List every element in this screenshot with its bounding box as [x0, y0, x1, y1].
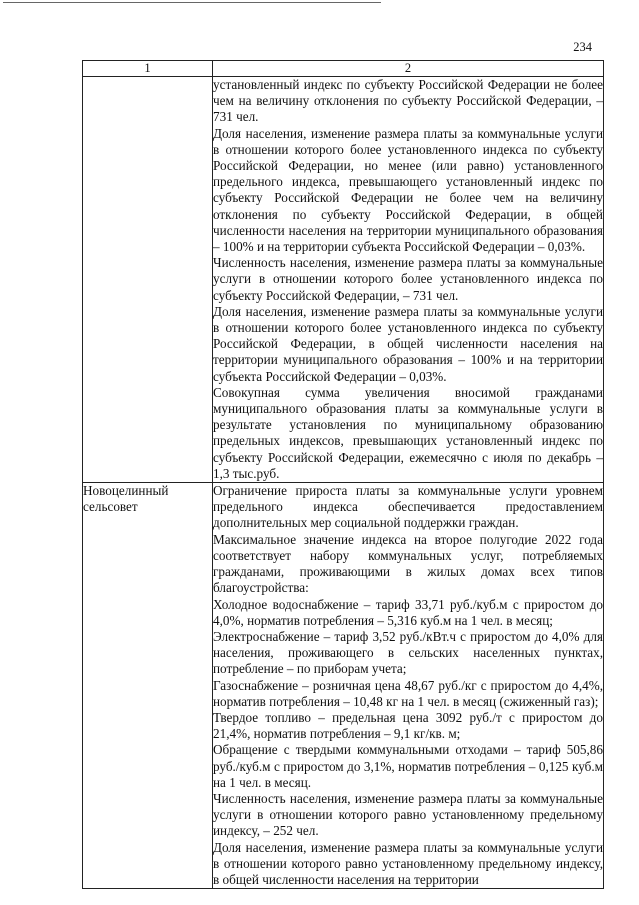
- paragraph: Газоснабжение – розничная цена 48,67 руб./кг с приростом до 4,4%, норматив потребления – 10,48 кг на 1 чел. в месяц (сжиженный газ);: [213, 677, 603, 709]
- column-header-2: 2: [213, 61, 604, 77]
- table-row: [83, 77, 604, 483]
- paragraph: Ограничение прироста платы за коммунальные услуги уровнем предельного индекса обеспечивается предоставлением дополнительных мер социальной поддержки граждан.: [213, 483, 603, 531]
- table-row: [83, 483, 604, 889]
- paragraph: Холодное водоснабжение – тариф 33,71 руб./куб.м с приростом до 4,0%, норматив потребления – 5,316 куб.м на 1 чел. в месяц;: [213, 596, 603, 628]
- document-table: [82, 60, 604, 889]
- paragraph: Электроснабжение – тариф 3,52 руб./кВт.ч с приростом до 4,0% для населения, проживающего в сельских населенных пунктах, потребление – по приборам учета;: [213, 628, 603, 677]
- content-cell: [213, 483, 604, 889]
- paragraph: Доля населения, изменение размера платы за коммунальные услуги в отношении которого равно установленному предельному индексу, в общей численности населения на территории: [213, 839, 603, 887]
- paragraph: установленный индекс по субъекту Российской Федерации не более чем на величину отклонения по субъекту Российской Федерации, – 731 чел.: [213, 77, 603, 125]
- paragraph: Численность населения, изменение размера платы за коммунальные услуги в отношении которого более установленного индекса по субъекту Российской Федерации, – 731 чел.: [213, 255, 603, 303]
- table-header-row: [83, 61, 604, 77]
- paragraph: Численность населения, изменение размера платы за коммунальные услуги в отношении которого равно установленному предельному индексу, – 252 чел.: [213, 790, 603, 839]
- paragraph: Обращение с твердыми коммунальными отходами – тариф 505,86 руб./куб.м с приростом до 3,1%, норматив потребления – 0,125 куб.м на 1 чел. в месяц.: [213, 742, 603, 790]
- municipality-cell: [83, 77, 213, 483]
- paragraph: Доля населения, изменение размера платы за коммунальные услуги в отношении которого более установленного индекса по субъекту Российской Федерации, в общей численности населения на территории муниципального образования – 100% и на территории субъекта Российской Федерации – 0,03%.: [213, 303, 603, 384]
- paragraph: Доля населения, изменение размера платы за коммунальные услуги в отношении которого более установленного индекса по субъекту Российской Федерации, но менее (или равно) установленного предельного индекса, превышающего установленный индекс по субъекту Российской Федерации не более чем на величину отклонения по субъекту Российской Федерации, в общей численности населения на территории муниципального образования – 100% и на территории субъекта Российской Федерации – 0,03%.: [213, 125, 603, 255]
- page-number: 234: [573, 40, 592, 54]
- column-header-1: 1: [83, 61, 213, 77]
- paragraph: Совокупная сумма увеличения вносимой гражданами муниципального образования платы за коммунальные услуги в результате установления по муниципальному образованию предельных индексов, превышающих установленный индекс по субъекту Российской Федерации, ежемесячно с июля по декабрь – 1,3 тыс.руб.: [213, 384, 603, 481]
- content-cell: [213, 77, 604, 483]
- municipality-cell: Новоцелинный сельсовет: [83, 483, 213, 889]
- paragraph: Твердое топливо – предельная цена 3092 руб./т с приростом до 21,4%, норматив потребления – 9,1 кг/кв. м;: [213, 709, 603, 742]
- top-rule: [3, 2, 381, 3]
- paragraph: Максимальное значение индекса на второе полугодие 2022 года соответствует набору коммунальных услуг, потребляемых гражданами, проживающими в жилых домах всех типов благоустройства:: [213, 531, 603, 596]
